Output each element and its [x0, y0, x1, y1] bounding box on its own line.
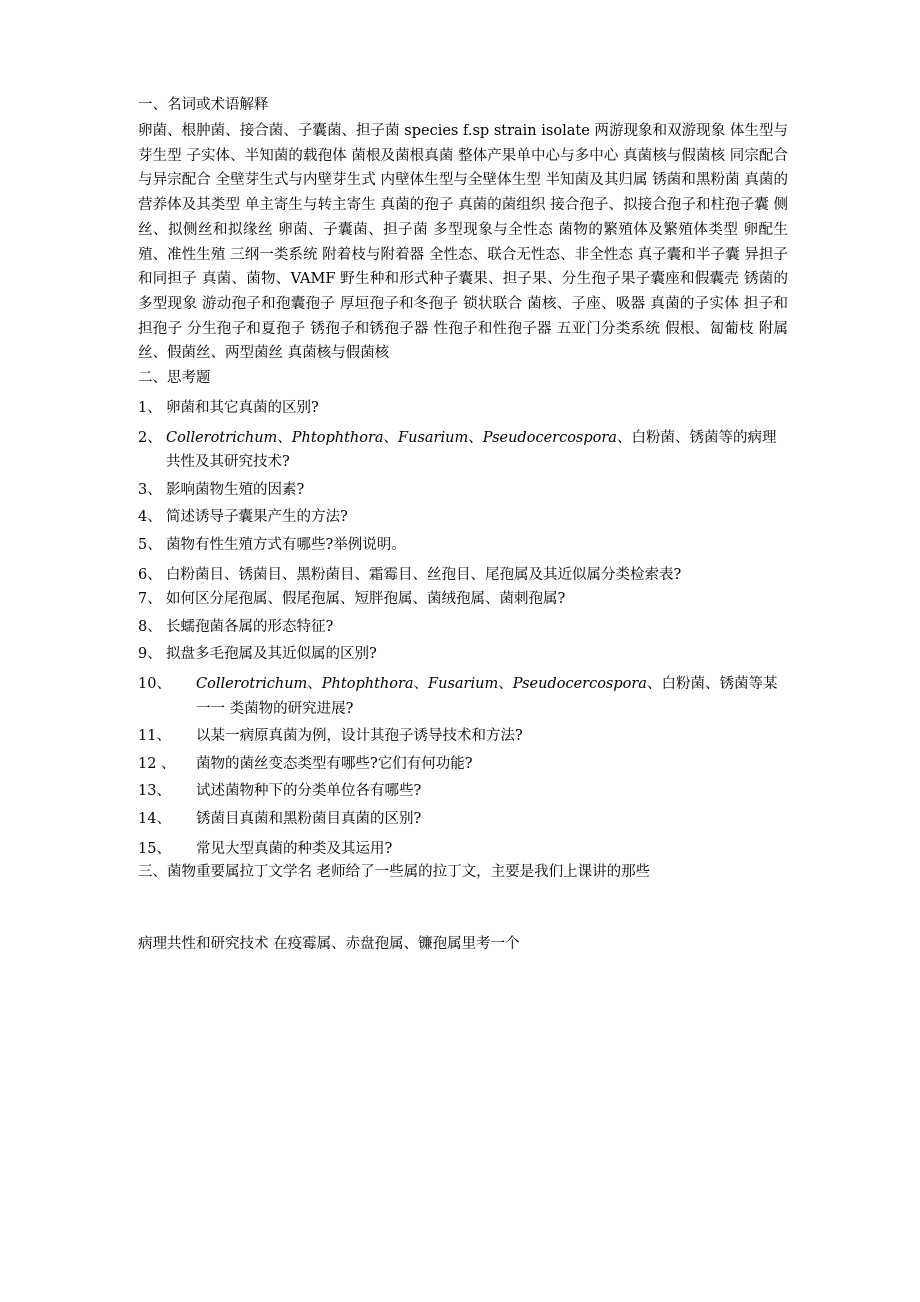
separator: 、 — [383, 429, 399, 446]
question-item — [138, 837, 788, 862]
section-2-title: 二、思考题 — [138, 370, 211, 387]
question-item — [138, 672, 788, 721]
question-text: 锈菌目真菌和黑粉菌目真菌的区别? — [196, 810, 422, 827]
question-text: 如何区分尾孢属、假尾孢属、短胖孢属、菌绒孢属、菌刺孢属? — [166, 591, 566, 608]
question-item — [138, 779, 788, 804]
question-text: 简述诱导子囊果产生的方法? — [166, 509, 348, 526]
separator: 、 — [307, 676, 322, 693]
latin-genus: Fusarium — [428, 676, 499, 693]
question-number: 11、 — [138, 728, 171, 745]
latin-genus: Pseudocercospora — [512, 676, 647, 693]
question-item — [138, 642, 788, 667]
latin-genus: Collerotrichum — [196, 676, 308, 693]
question-item — [138, 396, 788, 421]
question-item — [138, 533, 788, 558]
question-number: 15、 — [138, 840, 171, 857]
latin-genus: Pseudocercospora — [482, 429, 617, 446]
question-text: 以某一病原真菌为例，设计其孢子诱导技术和方法? — [196, 728, 523, 745]
latin-genus: Collerotrichum — [166, 429, 278, 446]
question-number: 7、 — [138, 591, 162, 608]
question-number: 5、 — [138, 536, 162, 553]
latin-genus: Phtophthora — [291, 429, 384, 446]
question-text: 影响菌物生殖的因素? — [166, 481, 305, 498]
question-number: 9、 — [138, 646, 162, 663]
question-number: 8、 — [138, 618, 162, 635]
question-text: 拟盘多毛孢属及其近似属的区别? — [166, 646, 377, 663]
question-text-rest: 、白粉菌、锈菌等某一一 类菌物的研究进展? — [196, 676, 778, 717]
section-3-title: 三、菌物重要属拉丁文学名 老师给了一些属的拉丁文，主要是我们上课讲的那些 — [138, 864, 651, 881]
separator: 、 — [468, 429, 483, 446]
question-item — [138, 587, 788, 612]
section-1-title: 一、名词或术语解释 — [138, 97, 269, 113]
question-item — [138, 505, 788, 530]
question-item — [138, 724, 788, 749]
question-number: 1、 — [138, 400, 162, 417]
question-number: 12 、 — [138, 755, 176, 772]
separator: 、 — [277, 429, 292, 446]
question-text-rest: 、白粉菌、锈菌等的病理共性及其研究技术? — [166, 429, 777, 471]
terms-paragraph: 卵菌、根肿菌、接合菌、子囊菌、担子菌 species f.sp strain isolate 两游现象和双游现象 体生型与芽生型 子实体、半知菌的载孢体 菌根及菌根真菌 整体产果单中心与多中心 真菌核与假菌核 同宗配合与异宗配合 全壁芽生式与内壁芽生式 内壁体生型与全壁体生型 半知菌及其归属 锈菌和黑粉菌 真菌的营养体及其类型 单主寄生与转主寄生 真菌的孢子 真菌的菌组织 接合孢子、拟接合孢子和柱孢子囊 侧丝、拟侧丝和拟缘丝 卵菌、子囊菌、担子菌 多型现象与全性态 菌物的繁殖体及繁殖体类型 卵配生殖、准性生殖 三纲一类系统 附着枝与附着器 全性态、联合无性态、非全性态 真子囊和半子囊 异担子和同担子 真菌、菌物、VAMF 野生种和形式种子囊果、担子果、分生孢子果子囊座和假囊壳 锈菌的多型现象 游动孢子和孢囊孢子 厚垣孢子和冬孢子 锁状联合 菌核、子座、吸器 真菌的子实体 担子和担孢子 分生孢子和夏孢子 锈孢子和锈孢子器 性孢子和性孢子器 五亚门分类系统 假根、匐葡枝 附属丝、假菌丝、两型菌丝 真菌核与假菌核 — [138, 123, 788, 362]
question-text — [166, 430, 776, 471]
question-number: 13、 — [138, 783, 171, 800]
question-text: 白粉菌目、锈菌目、黑粉菌目、霜霉目、丝孢目、尾孢属及其近似属分类检索表? — [166, 566, 682, 583]
separator: 、 — [413, 676, 429, 693]
question-text: 常见大型真菌的种类及其运用? — [196, 840, 393, 857]
question-item — [138, 752, 788, 777]
question-item — [138, 426, 788, 475]
document-page — [138, 95, 788, 955]
question-number: 14、 — [138, 810, 171, 827]
question-text: 卵菌和其它真菌的区别? — [166, 400, 319, 417]
exam-note: 病理共性和研究技术 在疫霉属、赤盘孢属、镰孢属里考一个 — [138, 936, 520, 953]
question-text: 试述菌物种下的分类单位各有哪些? — [196, 783, 422, 800]
latin-genus: Fusarium — [398, 429, 469, 446]
question-text — [166, 672, 788, 721]
question-number: 10、 — [138, 676, 171, 693]
question-text: 菌物有性生殖方式有哪些?举例说明。 — [166, 536, 406, 553]
question-text: 长蠕孢菌各属的形态特征? — [166, 618, 334, 635]
latin-genus: Phtophthora — [321, 676, 414, 693]
separator: 、 — [498, 676, 513, 693]
question-item — [138, 807, 788, 832]
question-number: 4、 — [138, 509, 162, 526]
question-item — [138, 563, 788, 588]
question-item — [138, 478, 788, 503]
question-list — [138, 396, 788, 861]
question-number: 3、 — [138, 481, 162, 498]
question-text: 菌物的菌丝变态类型有哪些?它们有何功能? — [196, 755, 473, 772]
question-number: 2、 — [138, 429, 162, 446]
question-number: 6、 — [138, 566, 162, 583]
question-item — [138, 615, 788, 640]
